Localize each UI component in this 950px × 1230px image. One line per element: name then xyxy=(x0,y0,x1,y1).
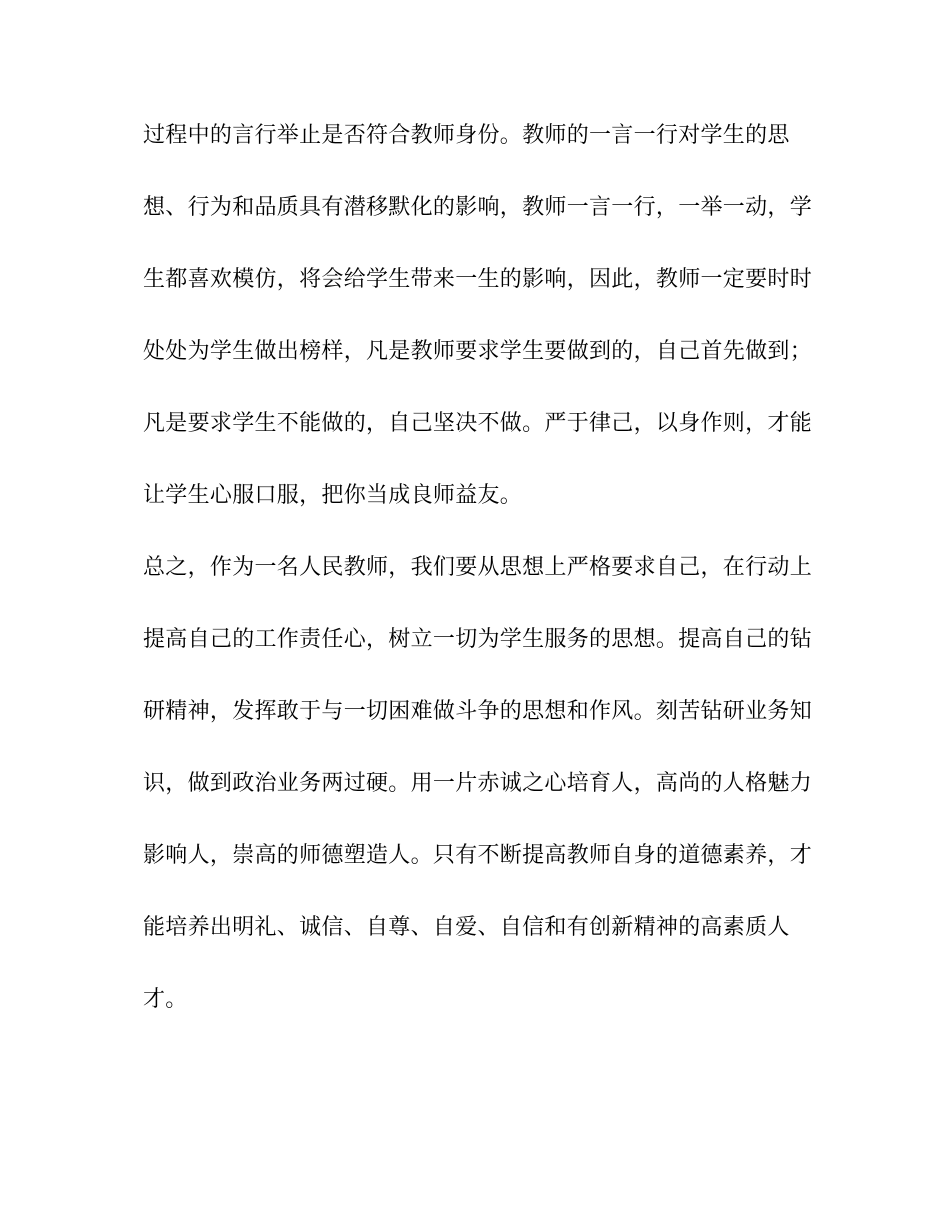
text-line: 研精神，发挥敢于与一切困难做斗争的思想和作风。刻苦钻研业务知 xyxy=(143,699,813,724)
text-line: 生都喜欢模仿，将会给学生带来一生的影响，因此，教师一定要时时 xyxy=(143,267,813,292)
text-line: 想、行为和品质具有潜移默化的影响，教师一言一行，一举一动，学 xyxy=(143,195,813,220)
text-line: 才。 xyxy=(143,987,188,1012)
text-line: 识，做到政治业务两过硬。用一片赤诚之心培育人，高尚的人格魅力 xyxy=(143,771,813,796)
text-line: 过程中的言行举止是否符合教师身份。教师的一言一行对学生的思 xyxy=(143,123,790,148)
text-line: 处处为学生做出榜样，凡是教师要求学生要做到的，自己首先做到； xyxy=(143,339,813,364)
document-body xyxy=(143,118,813,1054)
text-line: 影响人，崇高的师德塑造人。只有不断提高教师自身的道德素养，才 xyxy=(143,843,813,868)
text-line: 能培养出明礼、诚信、自尊、自爱、自信和有创新精神的高素质人 xyxy=(143,915,790,940)
text-line: 让学生心服口服，把你当成良师益友。 xyxy=(143,483,523,508)
text-line: 提高自己的工作责任心，树立一切为学生服务的思想。提高自己的钻 xyxy=(143,627,813,652)
text-line: 凡是要求学生不能做的，自己坚决不做。严于律己，以身作则，才能 xyxy=(143,411,813,436)
text-line: 总之，作为一名人民教师，我们要从思想上严格要求自己，在行动上 xyxy=(143,555,813,580)
